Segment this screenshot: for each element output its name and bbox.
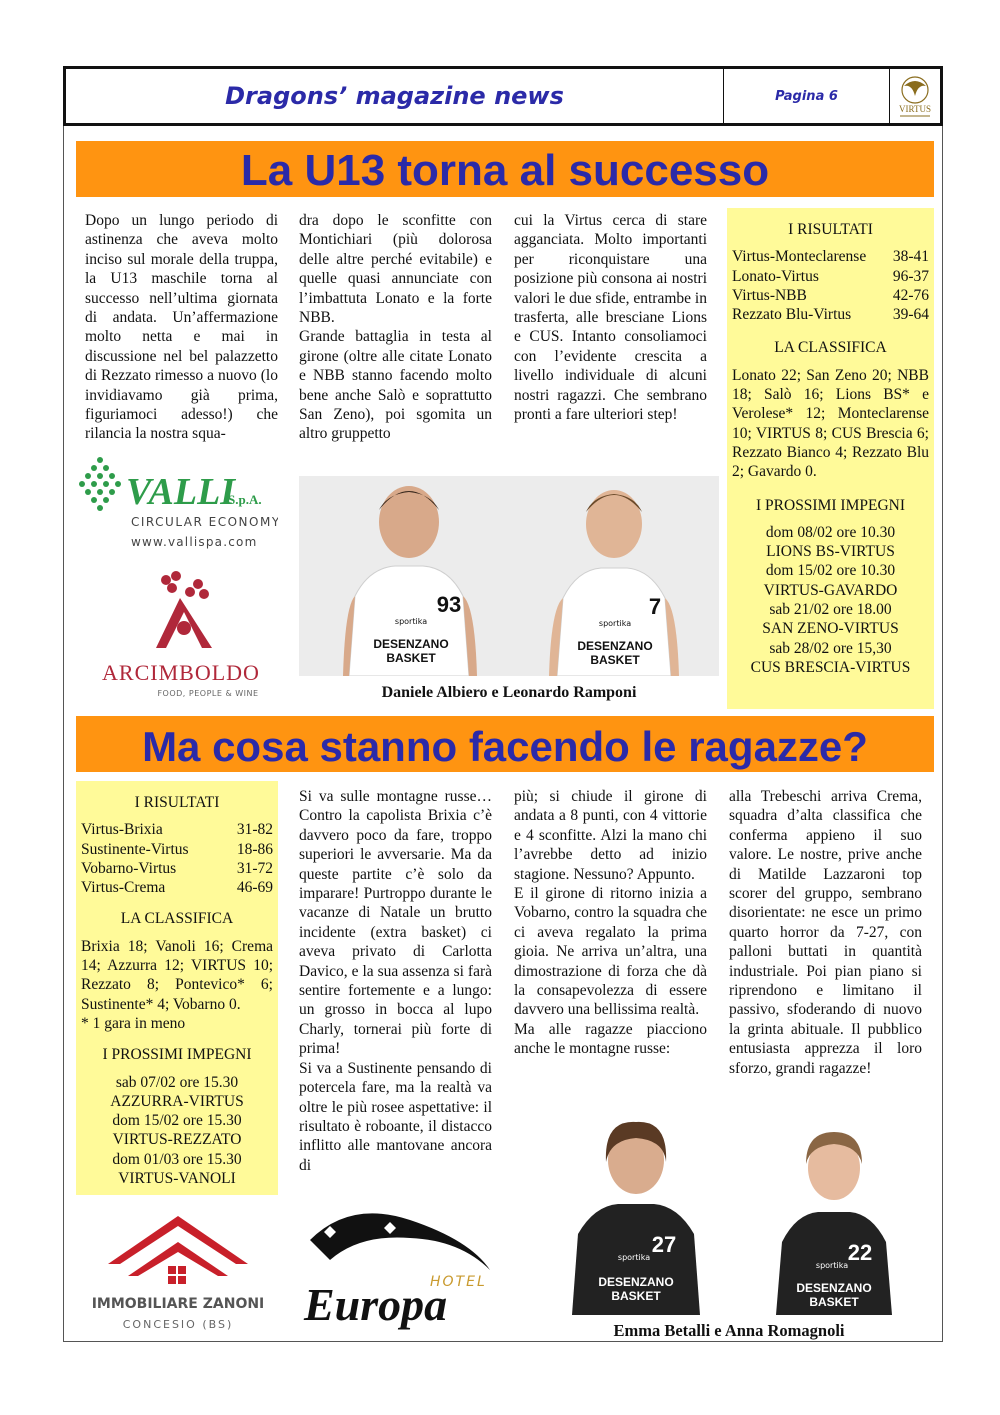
girl2-jersey-text1: DESENZANO	[796, 1281, 872, 1295]
girls-result-row	[81, 840, 273, 859]
girl2-jersey-number: 22	[847, 1240, 873, 1265]
result-score: 31-72	[236, 859, 273, 877]
girls-next-game-line: dom 15/02 ore 15.30	[112, 1112, 242, 1130]
article1-headline: La U13 torna al successo	[76, 141, 934, 197]
boys-next-game-line: SAN ZENO-VIRTUS	[762, 620, 899, 638]
article2-col3b-text: E il girone di ritorno inizia a Vobarno, contro la squadra che ci aveva regalato la prima gioia. Ne arriva un’altra, una dimostrazione di forza che dà la consapevolezza di essere davvero una bellissima realtà.	[514, 885, 707, 1019]
zanoni-name: IMMOBILIARE ZANONI	[91, 1296, 265, 1312]
boy2-jersey-text2: BASKET	[590, 653, 640, 667]
girls-result-row	[81, 878, 273, 897]
boys-next-game-line: LIONS BS-VIRTUS	[766, 543, 895, 561]
zanoni-place: CONCESIO (BS)	[122, 1318, 234, 1331]
girls-next-game-line: dom 01/03 ore 15.30	[112, 1150, 242, 1168]
article2-photo-caption: Emma Betalli e Anna Romagnoli	[613, 1321, 845, 1340]
article2-col4-text: alla Trebeschi arriva Crema, squadra d’alta classifica che conferma appieno il suo valore. Le nostre, prive anche di Matilde Lazzaroni top scorer del gruppo, sembrano disorientate: ne esce un primo quarto horror da 7-27, con palloni buttati in quantità industriale. Poi pian piano si riprendono e limitano il passivo, sfoderando di nuovo la grinta abituale. Il pubblico entusiasta apprezza il loro sforzo, grandi ragazze!	[729, 788, 922, 1077]
girl1-jersey-text2: BASKET	[611, 1289, 661, 1303]
photo-girls	[514, 1110, 930, 1315]
boys-result-row	[732, 305, 929, 324]
arcimboldo-name: ARCIMBOLDO	[102, 660, 260, 685]
girls-results-title: I RISULTATI	[134, 794, 220, 811]
girls-standings-text: Brixia 18; Vanoli 16; Crema 14; Azzurra 12; VIRTUS 10; Rezzato 8; Pontevico* 6; Sustinente* 4; Vobarno 0.	[81, 937, 273, 1013]
result-match: Rezzato Blu-Virtus	[732, 306, 852, 324]
result-score: 46-69	[236, 879, 273, 897]
photo-boys	[299, 476, 719, 676]
boy1-jersey-text1: DESENZANO	[373, 637, 449, 651]
girl1-jersey-text1: DESENZANO	[598, 1275, 674, 1289]
result-score: 18-86	[236, 840, 273, 858]
boy2-jersey-text1: DESENZANO	[577, 639, 653, 653]
result-match: Virtus-Monteclarense	[732, 248, 867, 266]
result-match: Vobarno-Virtus	[81, 859, 177, 877]
girls-next-game-line: sab 07/02 ore 15.30	[115, 1073, 239, 1091]
girls-standings-note: * 1 gara in meno	[81, 1014, 186, 1032]
result-score: 96-37	[892, 267, 929, 285]
article1-col2b-text: Grande battaglia in testa al girone (oltre alle citate Lonato e NBB stanno facendo molto bene anche Salò e soprattutto San Zeno), poi sgomita un altro gruppetto	[299, 328, 492, 443]
result-score: 38-41	[892, 248, 929, 266]
girls-result-row	[81, 820, 273, 839]
article2-col3c-text: Ma alle ragazze piacciono anche le montagne russe:	[514, 1020, 707, 1058]
article2-col3	[514, 787, 707, 1059]
boy1-jersey-text2: BASKET	[386, 651, 436, 665]
hotel-europa-logo	[290, 1200, 510, 1340]
standings-title: LA CLASSIFICA	[774, 339, 887, 357]
page-number: Pagina 6	[724, 69, 890, 123]
europa-hotel-label: HOTEL	[430, 1274, 487, 1290]
valli-name: VALLI	[126, 471, 236, 513]
arcimboldo-logo	[98, 568, 278, 702]
girl2-jersey-sponsor: sportika	[815, 1261, 849, 1270]
girls-result-row	[81, 859, 273, 878]
result-match: Virtus-Brixia	[81, 821, 163, 839]
girl2-jersey-text2: BASKET	[809, 1295, 859, 1309]
virtus-logo	[890, 69, 940, 123]
boy1-jersey-number: 93	[436, 592, 462, 617]
result-score: 31-82	[236, 821, 273, 839]
girl1-jersey-number: 27	[651, 1232, 677, 1257]
valli-url: www.vallispa.com	[131, 535, 258, 549]
result-score: 42-76	[892, 286, 929, 304]
article2-col2	[299, 787, 492, 1175]
girls-next-game-line: VIRTUS-VANOLI	[118, 1170, 236, 1188]
standings-text: Lonato 22; San Zeno 20; NBB 18; Salò 16; Lions BS* e Verolese* 12; Monteclarense 10; VIRTUS 8; CUS Brescia 6; Rezzato Bianco 4; Rezzato Blu 2; Gavardo 0.	[732, 366, 929, 481]
boys-next-game-line: CUS BRESCIA-VIRTUS	[750, 658, 911, 676]
article2-col2-text: Si va sulle montagne russe… Contro la capolista Brixia c’è davvero poco da fare, troppo superiori le avversarie. Ma da queste partite c’è solo da imparare! Purtroppo durante le vacanze di Natale un brutto incidente (extra basket) ci aveva privato di Carlotta Davico, e la sua assenza si farà sentire fortemente e a lungo: un grosso in bocca al lupo Charly, tornerai più forte di prima!	[299, 788, 492, 1058]
boys-next-game-line: dom 08/02 ore 10.30	[765, 523, 896, 541]
article1-col2a-text: dra dopo le sconfitte con Montichiari (più dolorosa delle altre perché evitabile) e quelle quasi annunciate con l’imbattuta Lonato e la forte NBB.	[299, 212, 492, 327]
boys-next-game-line: sab 28/02 ore 15,30	[769, 639, 892, 657]
article2-headline: Ma cosa stanno facendo le ragazze?	[76, 716, 934, 772]
valli-tagline: CIRCULAR ECONOMY	[131, 515, 278, 529]
article2-col4	[729, 787, 922, 1078]
boy1-jersey-sponsor: sportika	[394, 617, 428, 626]
valli-logo	[78, 454, 278, 554]
article1-info-box	[727, 208, 934, 709]
boys-result-row	[732, 286, 929, 305]
next-games-list	[732, 523, 929, 677]
article2-info-box	[76, 781, 278, 1195]
boys-next-game-line: VIRTUS-GAVARDO	[763, 581, 898, 599]
article1-col2	[299, 211, 492, 444]
immobiliare-zanoni-logo	[80, 1206, 276, 1338]
boys-next-game-line: sab 21/02 ore 18.00	[769, 601, 892, 619]
next-games-title: I PROSSIMI IMPEGNI	[756, 496, 905, 514]
article1-col1-text: Dopo un lungo periodo di astinenza che aveva molto inciso sul morale della truppa, la U13 maschile torna al successo nell’ultima giornata di andata. Un’affermazione molto netta e mai in discussione nel bel palazzetto di Rezzato rimesso a nuovo (lo invidiavamo già prima, figuriamoci adesso!) che rilancia la nostra squa-	[85, 212, 278, 443]
boys-result-row	[732, 267, 929, 286]
boy2-jersey-number: 7	[648, 594, 662, 619]
result-match: Sustinente-Virtus	[81, 840, 189, 858]
magazine-header	[63, 66, 943, 126]
girls-next-game-line: VIRTUS-REZZATO	[112, 1131, 242, 1149]
article2-col2b-text: Si va a Sustinente pensando di potercela fare, ma la realtà va oltre le più rosee aspettative: il risultato è roboante, il distacco inflitto alle mantovane ancora di	[299, 1059, 492, 1174]
results-title: I RISULTATI	[788, 221, 873, 238]
girls-next-game-line: AZZURRA-VIRTUS	[110, 1092, 244, 1110]
magazine-title: Dragons’ magazine news	[66, 69, 724, 123]
article1-col1	[85, 211, 278, 444]
boys-next-game-line: dom 15/02 ore 10.30	[765, 562, 896, 580]
valli-suffix: S.p.A.	[228, 492, 262, 507]
girls-next-games-list	[81, 1073, 273, 1189]
article1-photo-caption: Daniele Albiero e Leonardo Ramponi	[381, 684, 637, 701]
article2-col3a-text: più; si chiude il girone di andata a 8 punti, con 4 vittorie e 4 sconfitte. Alzi la mano chi l’avrebbe detto ad inizio stagione. Nessuno? Appunto.	[514, 788, 707, 883]
girl1-jersey-sponsor: sportika	[617, 1253, 651, 1262]
virtus-logo-text: VIRTUS	[899, 104, 931, 114]
boy2-jersey-sponsor: sportika	[598, 619, 632, 628]
girls-results-list	[81, 820, 273, 897]
result-match: Lonato-Virtus	[732, 267, 819, 285]
results-list	[732, 247, 929, 324]
article1-col3-text: cui la Virtus cerca di stare agganciata. Molto importanti per riconquistare una posizione più consona ai nostri valori le due sfide, entrambe in trasferta, alle bresciane Lions e CUS. Intanto consoliamoci con l’evidente crescita a livello individuale di alcuni nostri ragazzi. Che sembrano pronti a fare ulteriori step!	[514, 212, 707, 424]
article1-col3	[514, 211, 707, 424]
girls-next-games-title: I PROSSIMI IMPEGNI	[102, 1046, 252, 1064]
europa-name: Europa	[304, 1279, 448, 1330]
result-score: 39-64	[892, 306, 929, 324]
result-match: Virtus-NBB	[732, 286, 807, 304]
girls-standings-title: LA CLASSIFICA	[120, 910, 234, 928]
result-match: Virtus-Crema	[81, 879, 166, 897]
boys-result-row	[732, 247, 929, 266]
arcimboldo-tagline: FOOD, PEOPLE & WINE	[157, 689, 259, 698]
